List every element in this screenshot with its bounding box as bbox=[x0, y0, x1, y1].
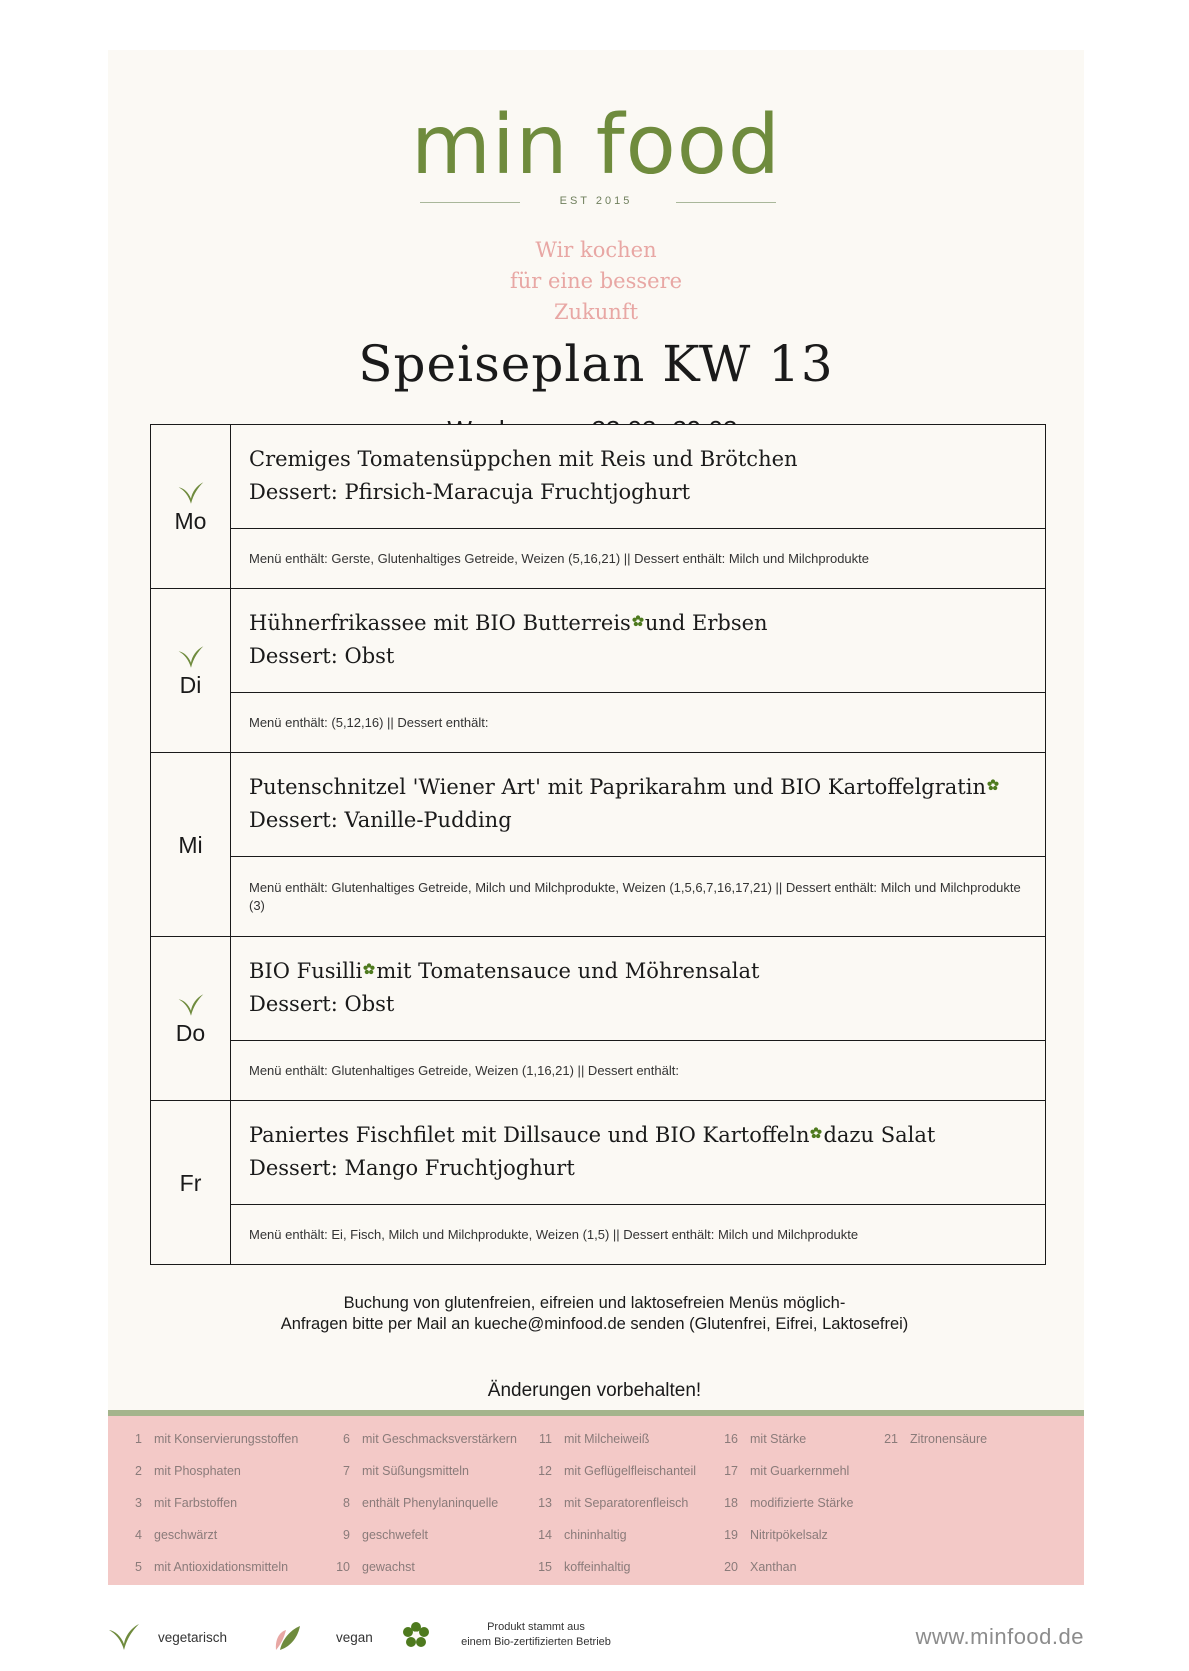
legend-number: 2 bbox=[135, 1464, 142, 1478]
legend-number: 18 bbox=[724, 1496, 738, 1510]
allergen-info: Menü enthält: (5,12,16) || Dessert enthält: bbox=[249, 714, 489, 730]
legend-bio-line: einem Bio-zertifizierten Betrieb bbox=[461, 1636, 611, 1648]
meal-text: Hühnerfrikassee mit BIO Butterreis bbox=[249, 611, 631, 635]
day-name: Di bbox=[179, 671, 202, 698]
tagline-line: Wir kochen bbox=[535, 238, 657, 262]
day-row bbox=[151, 937, 1045, 1101]
vegetarian-leaf-icon bbox=[177, 992, 205, 1018]
day-body bbox=[231, 425, 1045, 588]
allergen-info: Menü enthält: Glutenhaltiges Getreide, Weizen (1,16,21) || Dessert enthält: bbox=[249, 1062, 679, 1078]
legend-number: 20 bbox=[724, 1560, 738, 1574]
legend-item bbox=[532, 1560, 631, 1574]
legend-number: 10 bbox=[336, 1560, 350, 1574]
meal-text: dazu Salat bbox=[823, 1123, 936, 1147]
vegan-leaf-icon bbox=[272, 1622, 302, 1652]
legend-item bbox=[122, 1560, 288, 1574]
legend-item bbox=[330, 1432, 517, 1446]
legend-item bbox=[122, 1496, 237, 1510]
legend-number: 19 bbox=[724, 1528, 738, 1542]
legend-text: koffeinhaltig bbox=[564, 1560, 631, 1574]
legend-bio-label bbox=[448, 1620, 624, 1650]
meal-main bbox=[249, 443, 1027, 476]
day-row bbox=[151, 589, 1045, 753]
day-cell bbox=[151, 753, 231, 936]
legend-item bbox=[718, 1464, 849, 1478]
additives-legend bbox=[108, 1410, 1084, 1585]
legend-item bbox=[532, 1496, 688, 1510]
tagline-line: Zukunft bbox=[553, 300, 639, 324]
legend-text: geschwärzt bbox=[154, 1528, 218, 1542]
day-cell bbox=[151, 937, 231, 1100]
meal-description bbox=[231, 937, 1045, 1041]
legend-number: 16 bbox=[724, 1432, 738, 1446]
legend-vegetarian-label: vegetarisch bbox=[158, 1630, 228, 1645]
est-label: EST 2015 bbox=[559, 195, 633, 207]
page-title: Speiseplan KW 13 bbox=[358, 335, 834, 393]
meal-dessert: Dessert: Mango Fruchtjoghurt bbox=[249, 1156, 575, 1180]
legend-text: Xanthan bbox=[750, 1560, 797, 1574]
day-row bbox=[151, 425, 1045, 589]
meal-dessert: Dessert: Obst bbox=[249, 644, 395, 668]
legend-text: mit Konservierungsstoffen bbox=[154, 1432, 299, 1446]
est-row bbox=[108, 195, 1084, 209]
allergen-info: Menü enthält: Glutenhaltiges Getreide, Milch und Milchprodukte, Weizen (1,5,6,7,16,17,21) || Dessert enthält: Milch und Milchprodukte (3) bbox=[249, 879, 1021, 913]
legend-text: mit Farbstoffen bbox=[154, 1496, 238, 1510]
day-name: Fr bbox=[179, 1169, 202, 1196]
meal-description bbox=[231, 753, 1045, 857]
legend-number: 17 bbox=[724, 1464, 738, 1478]
legend-item bbox=[330, 1528, 428, 1542]
legend-number: 12 bbox=[538, 1464, 552, 1478]
legend-number: 8 bbox=[343, 1496, 350, 1510]
bio-flower-icon bbox=[810, 1116, 822, 1128]
legend-text: mit Separatorenfleisch bbox=[564, 1496, 689, 1510]
meal-text: Putenschnitzel 'Wiener Art' mit Paprikarahm und BIO Kartoffelgratin bbox=[249, 775, 986, 799]
bio-flower-icon bbox=[402, 1621, 430, 1649]
meal-main bbox=[249, 607, 1027, 640]
day-row bbox=[151, 753, 1045, 937]
day-cell bbox=[151, 589, 231, 752]
meal-text: BIO Fusilli bbox=[249, 959, 363, 983]
brand-logo: min food bbox=[411, 98, 781, 193]
legend-item bbox=[330, 1560, 415, 1574]
meal-main bbox=[249, 955, 1027, 988]
day-body bbox=[231, 589, 1045, 752]
legend-item bbox=[330, 1464, 469, 1478]
day-row bbox=[151, 1101, 1045, 1264]
day-name: Do bbox=[175, 1019, 206, 1046]
legend-number: 4 bbox=[135, 1528, 142, 1542]
legend-item bbox=[122, 1464, 241, 1478]
website-link[interactable]: www.minfood.de bbox=[915, 1624, 1084, 1649]
meal-dessert: Dessert: Obst bbox=[249, 992, 395, 1016]
meal-dessert: Dessert: Pfirsich-Maracuja Fruchtjoghurt bbox=[249, 480, 691, 504]
day-body bbox=[231, 937, 1045, 1100]
legend-item bbox=[718, 1560, 797, 1574]
day-body bbox=[231, 753, 1045, 936]
legend-number: 14 bbox=[538, 1528, 552, 1542]
legend-number: 5 bbox=[135, 1560, 142, 1574]
meal-dessert: Dessert: Vanille-Pudding bbox=[249, 808, 512, 832]
booking-note bbox=[0, 1293, 1189, 1335]
legend-number: 6 bbox=[343, 1432, 350, 1446]
meal-description bbox=[231, 1101, 1045, 1205]
bio-flower-icon bbox=[987, 768, 999, 780]
booking-note-line: Buchung von glutenfreien, eifreien und laktosefreien Menüs möglich- bbox=[343, 1294, 846, 1312]
legend-item bbox=[532, 1432, 649, 1446]
bio-flower-icon bbox=[363, 952, 375, 964]
legend-number: 7 bbox=[343, 1464, 350, 1478]
meal-description bbox=[231, 425, 1045, 529]
legend-text: mit Süßungsmitteln bbox=[362, 1464, 469, 1478]
legend-number: 13 bbox=[538, 1496, 552, 1510]
legend-text: mit Geflügelfleischanteil bbox=[564, 1464, 697, 1478]
vegetarian-leaf-icon bbox=[177, 644, 205, 670]
legend-number: 11 bbox=[539, 1432, 552, 1446]
legend-number: 21 bbox=[884, 1432, 898, 1446]
menu-table bbox=[150, 424, 1046, 1265]
legend-text: gewachst bbox=[362, 1560, 415, 1574]
allergen-info: Menü enthält: Ei, Fisch, Milch und Milchprodukte, Weizen (1,5) || Dessert enthält: Milch und Milchprodukte bbox=[249, 1226, 859, 1242]
legend-number: 1 bbox=[135, 1432, 142, 1446]
legend-text: mit Geschmacksverstärkern bbox=[362, 1432, 517, 1446]
legend-text: mit Stärke bbox=[750, 1432, 807, 1446]
tagline bbox=[108, 235, 1084, 328]
meal-text: mit Tomatensauce und Möhrensalat bbox=[376, 959, 760, 983]
meal-main bbox=[249, 771, 1027, 804]
legend-item bbox=[532, 1464, 696, 1478]
legend-text: Zitronensäure bbox=[910, 1432, 988, 1446]
allergen-info: Menü enthält: Gerste, Glutenhaltiges Getreide, Weizen (5,16,21) || Dessert enthält: Milch und Milchprodukte bbox=[249, 550, 869, 566]
legend-text: modifizierte Stärke bbox=[750, 1496, 854, 1510]
legend-item bbox=[330, 1496, 498, 1510]
legend-text: geschwefelt bbox=[362, 1528, 429, 1542]
legend-item bbox=[532, 1528, 627, 1542]
meal-description bbox=[231, 589, 1045, 693]
day-name: Mi bbox=[178, 831, 203, 858]
booking-note-line: Anfragen bitte per Mail an kueche@minfood.de senden (Glutenfrei, Eifrei, Laktosefrei) bbox=[280, 1315, 909, 1333]
day-cell bbox=[151, 425, 231, 588]
meal-text: Cremiges Tomatensüppchen mit Reis und Brötchen bbox=[249, 447, 798, 471]
legend-text: enthält Phenylaninquelle bbox=[362, 1496, 499, 1510]
legend-number: 3 bbox=[135, 1496, 142, 1510]
changes-notice: Änderungen vorbehalten! bbox=[487, 1380, 702, 1401]
meal-main bbox=[249, 1119, 1027, 1152]
day-cell bbox=[151, 1101, 231, 1264]
vegetarian-leaf-icon bbox=[177, 480, 205, 506]
legend-item bbox=[718, 1432, 806, 1446]
meal-text: und Erbsen bbox=[644, 611, 768, 635]
legend-item bbox=[122, 1528, 217, 1542]
legend-item bbox=[718, 1528, 828, 1542]
bio-flower-icon bbox=[632, 604, 644, 616]
tagline-line: für eine bessere bbox=[509, 269, 683, 293]
legend-vegan-label: vegan bbox=[336, 1630, 373, 1645]
legend-item bbox=[718, 1496, 854, 1510]
day-body bbox=[231, 1101, 1045, 1264]
legend-text: mit Guarkernmehl bbox=[750, 1464, 850, 1478]
legend-item bbox=[122, 1432, 298, 1446]
legend-text: mit Antioxidationsmitteln bbox=[154, 1560, 289, 1574]
day-name: Mo bbox=[174, 507, 207, 534]
legend-text: chininhaltig bbox=[564, 1528, 627, 1542]
legend-number: 9 bbox=[343, 1528, 350, 1542]
legend-item bbox=[878, 1432, 987, 1446]
est-divider-right bbox=[676, 202, 776, 203]
meal-text: Paniertes Fischfilet mit Dillsauce und BIO Kartoffeln bbox=[249, 1123, 810, 1147]
legend-number: 15 bbox=[538, 1560, 552, 1574]
legend-text: mit Phosphaten bbox=[154, 1464, 241, 1478]
legend-text: mit Milcheiweiß bbox=[564, 1432, 650, 1446]
legend-bio-line: Produkt stammt aus bbox=[487, 1621, 585, 1633]
legend-text: Nitritpökelsalz bbox=[750, 1528, 828, 1542]
vegetarian-leaf-icon bbox=[107, 1622, 141, 1652]
